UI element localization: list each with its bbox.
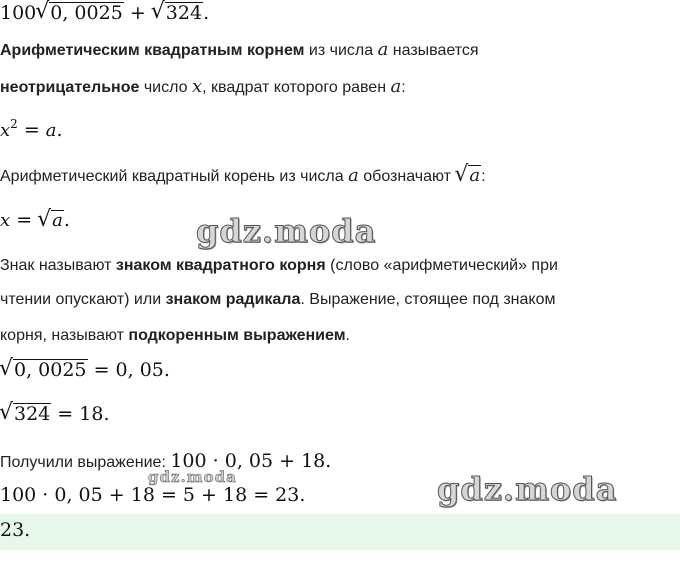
variable-a: a [348, 165, 359, 186]
variable-x: x [0, 120, 11, 141]
formula-square [0, 117, 63, 141]
coefficient: 100 [0, 2, 37, 24]
problem-expression [0, 2, 209, 25]
equals: = [10, 209, 39, 231]
result: = 18. [51, 403, 110, 425]
radical [152, 2, 203, 25]
text: . [345, 327, 350, 344]
variable-x: x [0, 210, 11, 231]
radical [455, 165, 481, 187]
variable-x: x [191, 76, 203, 97]
definition-line-2 [0, 76, 406, 97]
sign-line-1 [0, 257, 558, 275]
text: называется [388, 42, 479, 59]
expression: 100 · 0, 05 + 18 = 5 + 18 = 23. [0, 484, 306, 506]
step-2 [0, 403, 109, 426]
exponent: 2 [10, 117, 18, 131]
formula-root [0, 209, 70, 232]
radical [0, 403, 51, 426]
definition-line-1 [0, 39, 479, 60]
bold-term: знаком квадратного корня [115, 257, 326, 274]
text: Арифметический квадратный корень из числа [0, 168, 349, 185]
equals: = [17, 119, 46, 141]
bold-term: подкоренным выражением [128, 327, 346, 344]
radicand: 0, 0025 [50, 2, 123, 24]
text: Знак называют [0, 257, 116, 274]
sign-line-2 [0, 291, 555, 309]
step-1 [0, 359, 170, 382]
radicand: a [469, 165, 481, 186]
text: (слово «арифметический» при [325, 257, 558, 274]
definition-term: Арифметическим квадратным корнем [0, 42, 305, 59]
watermark-small: gdz.moda [148, 468, 237, 486]
radical [0, 359, 88, 382]
colon: : [481, 168, 486, 185]
variable-a: a [45, 120, 57, 141]
radical [38, 210, 64, 232]
period: . [63, 209, 70, 231]
text: обозначают [358, 168, 456, 185]
sign-line-3 [0, 327, 350, 345]
text: корня, называют [0, 327, 129, 344]
radicand: 324 [14, 403, 51, 425]
text: число [139, 79, 192, 96]
period: . [56, 119, 63, 141]
text: чтении опускают) или [0, 291, 166, 308]
text: из числа [304, 42, 378, 59]
text: , квадрат которого равен [202, 79, 391, 96]
definition-bold: неотрицательное [0, 79, 140, 96]
colon: : [401, 79, 406, 96]
result: = 0, 05. [87, 359, 170, 381]
radical [36, 2, 124, 25]
plus-sign: + [123, 2, 152, 24]
radicand: 324 [165, 2, 203, 24]
watermark: gdz.moda [196, 212, 377, 250]
answer-value: 23. [0, 519, 31, 541]
text: . Выражение, стоящее под знаком [300, 291, 556, 308]
answer-box [0, 514, 680, 550]
radicand: a [52, 210, 63, 231]
variable-a: a [390, 76, 402, 97]
bold-term: знаком радикала [165, 291, 301, 308]
watermark: gdz.moda [437, 470, 618, 508]
notation-line [0, 165, 486, 187]
step-4 [0, 484, 305, 506]
variable-a: a [377, 39, 389, 60]
label: Получили выражение: [0, 454, 171, 471]
expression: 100 · 0, 05 + 18. [170, 450, 332, 472]
period: . [203, 2, 210, 24]
radicand: 0, 0025 [14, 359, 87, 381]
